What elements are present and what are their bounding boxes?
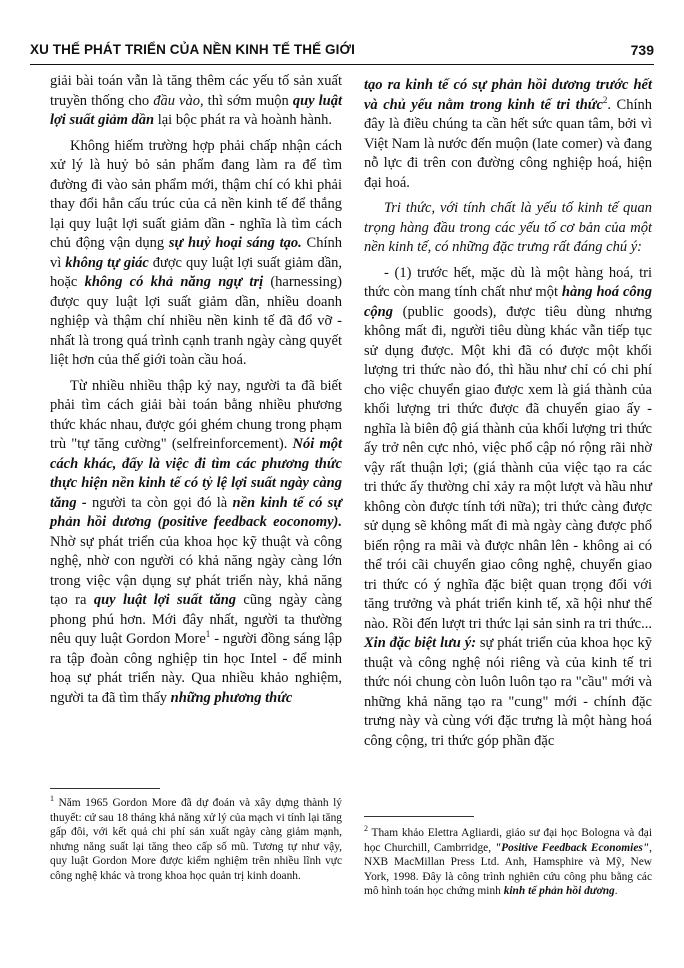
emphasis-run: Xin đặc biệt lưu ý:: [364, 635, 477, 651]
text-run: , thì sớm muộn: [199, 92, 293, 109]
text-run: Nhờ sự phát triển của khoa học kỹ thuật và công nghệ, nhờ con người có khả năng ngày càng lớn trong việc vận dụng sự phát triển này, khả năng tạo ra: [50, 533, 342, 608]
text-run: người ta còn gọi đó là: [86, 494, 233, 511]
emphasis-run: tạo ra kinh tế có sự phản hồi dương trước hết và chủ yếu nằm trong kinh tế tri thức: [364, 77, 652, 113]
text-run: Tham khảo Elettra Agliardi, giáo sư đại học Bologna và đại học Churchill, Cambrridge,: [364, 827, 652, 854]
footnote-rule: [50, 788, 160, 789]
paragraph: [364, 199, 652, 258]
text-run: - người đồng sáng lập ra tập đoàn công nghiệp tin học Intel - để minh hoạ sự phát triển này. Qua nhiều khảo nghiệm, người ta đã tìm thấy: [50, 631, 342, 706]
text-run: được quy luật lợi suất giảm dần, hoặc: [50, 254, 343, 290]
running-header-title: XU THẾ PHÁT TRIỂN CỦA NỀN KINH TẾ THẾ GIỚI: [30, 42, 355, 57]
emphasis-run: kinh tế phản hồi dương: [503, 885, 615, 898]
emphasis-run: hàng hoá công cộng: [364, 284, 652, 320]
paragraph: [50, 137, 342, 371]
paragraph: [50, 377, 342, 709]
page-number: 739: [630, 42, 654, 58]
footnote-marker: 1: [50, 794, 54, 804]
paragraph: [364, 76, 652, 193]
text-run: cũng ngày càng phong phú hơn. Mới đây nhất, người ta thường nêu quy luật Gordon More: [50, 592, 342, 647]
text-run: Năm 1965 Gordon More đã dự đoán và xây dựng thành lý thuyết: cứ sau 18 tháng khả năng xử lý của mạch vi tính lại tăng gấp đôi, với kết quả chi phí sản xuất ngày càng giảm mạnh, nhưng năng suất lại tăng theo cấp số mũ. Tương tự như vậy, quy luật Gordon More được kiểm nghiệm trên nhiều lĩnh vực công nghệ khác và trong khoa học quản trị kinh doanh.: [50, 797, 342, 882]
emphasis-run: Nói một cách khác, đấy là việc đi tìm các phương thức thực hiện nền kinh tế có tỷ lệ lợi suất ngày càng tăng -: [50, 436, 343, 511]
running-header: [30, 42, 654, 65]
emphasis-run: quy luật lợi suất tăng: [93, 592, 237, 608]
left-column: [50, 72, 342, 714]
text-run: .: [614, 885, 618, 898]
emphasis-run: những phương thức: [170, 689, 293, 706]
footnote-marker: 2: [602, 94, 608, 105]
text-run: sự phát triển của khoa học kỹ thuật và công nghệ nói riêng và của kinh tế tri thức nói chung còn luôn luôn tạo ra "cầu" mới và những khả năng tạo ra "cung" mới - chính đặc trưng này và cùng với đặc trưng là một hàng hoá công cộng, tri thức góp phần đặc: [364, 635, 652, 749]
emphasis-run: sự huỷ hoại sáng tạo.: [168, 235, 302, 251]
text-run: giải bài toán vẫn là tăng thêm các yếu tố sản xuất truyền thống cho: [50, 73, 342, 109]
emphasis-run: không tự giác: [65, 254, 149, 271]
text-run: Chính vì: [50, 235, 343, 271]
footnote-1: [50, 796, 342, 884]
text-run: Không hiếm trường hợp phải chấp nhận cách xử lý là huỷ bỏ sản phẩm đang làm ra để tìm đường đi vào sản phẩm mới, thậm chí có khi phải thay đổi hẳn cấu trúc của cả nền kinh tế để thắng lại quy luật lợi suất giảm dần - nghĩa là tìm cách chủ động vận dụng: [50, 137, 342, 251]
text-run: - (1) trước hết, mặc dù là một hàng hoá, tri thức còn mang tính chất như một: [364, 264, 652, 300]
paragraph: [50, 72, 342, 131]
emphasis-run: "Positive Feedback Economies": [494, 841, 650, 854]
text-run: Từ nhiều nhiều thập kỷ nay, người ta đã biết phải tìm cách giải bài toán bằng nhiều phương thức khác nhau, được gói ghém chung trong phạm trù "tự tăng cường" (selfreinforcement).: [50, 377, 342, 452]
footnote-marker: 2: [364, 824, 368, 834]
footnote-marker: 1: [205, 629, 211, 640]
footnote-rule: [364, 816, 474, 817]
emphasis-run: Tri thức, với tính chất là yếu tố kinh tế quan trọng hàng đầu trong các yếu tố cơ bản của một nền kinh tế, có những đặc trưng rất đáng chú ý:: [364, 200, 652, 255]
emphasis-run: không có khả năng ngự trị: [84, 274, 264, 290]
text-run: . Chính đây là điều chúng ta cần hết sức quan tâm, bởi vì Việt Nam là nước đến muộn (late comer) và đang nỗ lực đi trên con đường công nghiệp hoá, hiện đại hoá.: [364, 96, 652, 191]
paragraph: [364, 264, 652, 752]
emphasis-run: đầu vào: [153, 92, 200, 109]
text-run: (harnessing) được quy luật lợi suất giảm dần, nhiều doanh nghiệp và thậm chí nhiều nền kinh tế đã đổ vỡ - nhất là trong quá trình cạnh tranh ngày càng quyết liệt hơn của thế giới toàn cầu hoá.: [50, 274, 343, 368]
text-run: lại bộc phát ra và hoành hành.: [154, 112, 333, 128]
emphasis-run: nền kinh tế có sự phản hồi dương (positive feedback eoconomy).: [50, 494, 343, 530]
footnote-2: [364, 826, 652, 899]
right-column: [364, 76, 652, 757]
text-run: , NXB MacMillan Press Ltd. Anh, Hamsphire và Mỹ, New York, 1998. Đây là công trình nghiên cứu công phu bằng các mô hình toán học chứng minh: [364, 841, 652, 898]
emphasis-run: quy luật lợi suất giảm dần: [50, 92, 343, 128]
text-run: (public goods), được tiêu dùng nhưng không mất đi, người tiêu dùng khác vẫn tiếp tục sử dụng được. Một khi đã có được một khối lượng tri thức nào đó, thì hầu như chỉ có chi phí cho việc chuyển giao được xem là giá thành của khối lượng tri thức được đã chuyển giao ấy - nghĩa là biên độ giá thành của khối lượng tri thức ấy trở nên cực nhỏ, việc phổ cập nó rộng rãi nhờ vậy rất thuận lợi; (giá thành của việc tạo ra các tri thức ấy thường chỉ xảy ra một lượt và hầu như không còn được tính tới nữa); tri thức càng được sử dụng sẽ không mất đi mà ngày càng được phổ biến rộng ra mãi và được nhân lên - không ai có thể trói cãi chuyển giao công nghệ, chuyển giao tri thức có ý nghĩa đặc biệt quan trọng đối với tăng trưởng và phát triển kinh tế, xã hội như thế nào. Rồi đến lượt tri thức lại sản sinh ra tri thức...: [364, 303, 652, 632]
